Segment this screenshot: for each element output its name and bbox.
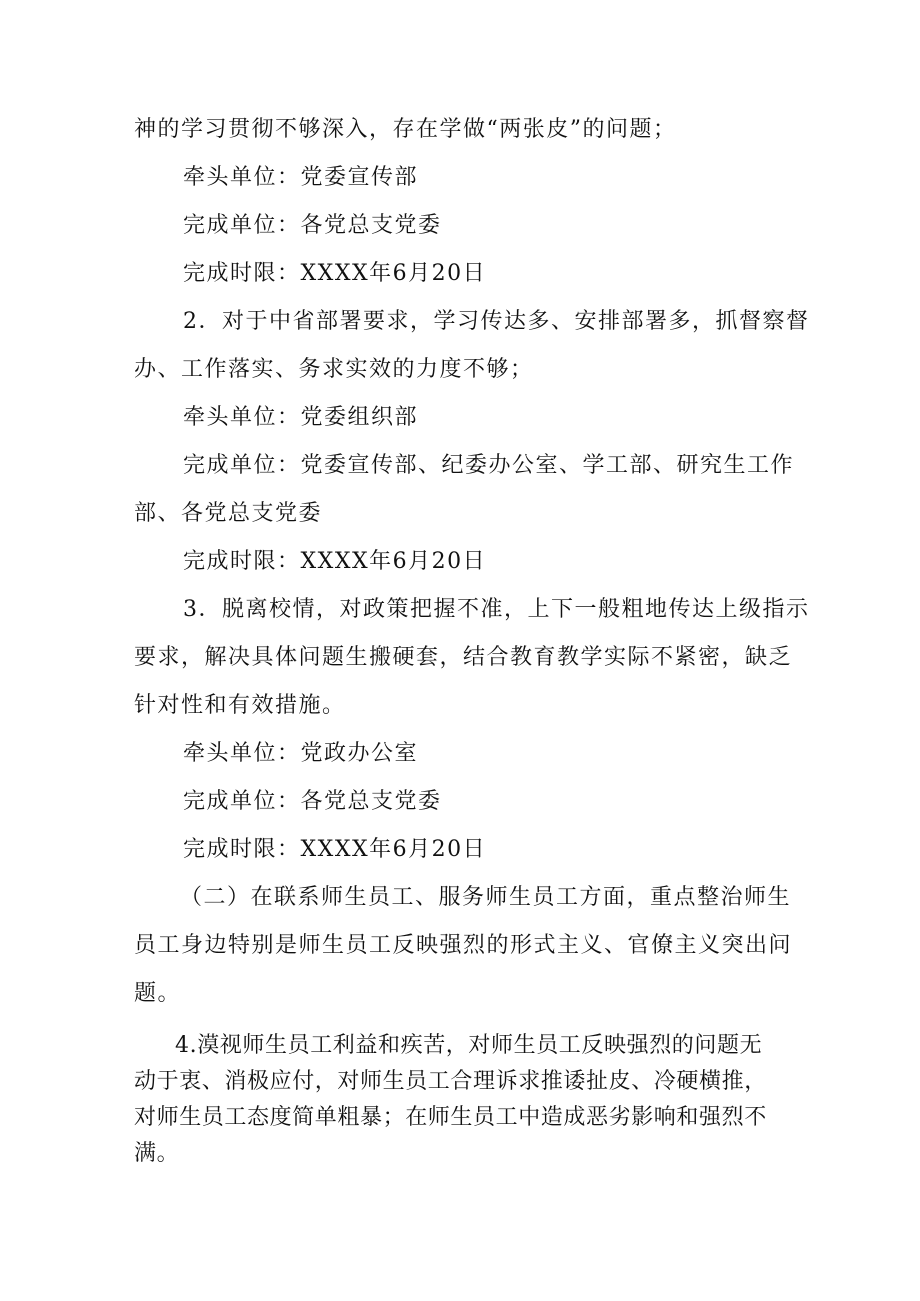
complete-unit-line: 完成单位：党委宣传部、纪委办公室、学工部、研究生工作 [183,453,795,478]
paragraph-line: 办、工作落实、务求实效的力度不够； [134,357,534,382]
paragraph-line: 要求，解决具体问题生搬硬套，结合教育教学实际不紧密，缺乏 [134,645,793,670]
deadline-line: 完成时限：XXXX年6月20日 [183,261,487,286]
lead-unit-line: 牵头单位：党委宣传部 [183,165,419,190]
complete-unit-line: 完成单位：各党总支党委 [183,789,442,814]
item-heading-line: 3．脱离校情，对政策把握不准，上下一般粗地传达上级指示 [183,597,810,622]
paragraph-line: 满。 [134,1141,180,1166]
paragraph-line: 针对性和有效措施。 [134,693,346,718]
deadline-line: 完成时限：XXXX年6月20日 [183,549,487,574]
complete-unit-line: 完成单位：各党总支党委 [183,213,442,238]
section-heading-line: （二）在联系师生员工、服务师生员工方面，重点整治师生 [180,885,792,910]
deadline-line: 完成时限：XXXX年6月20日 [183,837,487,862]
item-heading-line: 4.漠视师生员工利益和疾苦，对师生员工反映强烈的问题无 [175,1033,763,1058]
item-heading-line: 2．对于中省部署要求，学习传达多、安排部署多，抓督察督 [183,309,810,334]
paragraph-line: 题。 [134,981,182,1006]
paragraph-line: 员工身边特别是师生员工反映强烈的形式主义、官僚主义突出问 [134,933,793,958]
paragraph-line: 部、各党总支党委 [134,501,323,526]
lead-unit-line: 牵头单位：党政办公室 [183,741,419,766]
paragraph-line: 对师生员工态度简单粗暴；在师生员工中造成恶劣影响和强烈不 [134,1105,767,1130]
lead-unit-line: 牵头单位：党委组织部 [183,405,419,430]
paragraph-line: 神的学习贯彻不够深入，存在学做“两张皮”的问题； [134,117,677,142]
paragraph-line: 动于衷、消极应付，对师生员工合理诉求推诿扯皮、冷硬横推， [134,1069,767,1094]
